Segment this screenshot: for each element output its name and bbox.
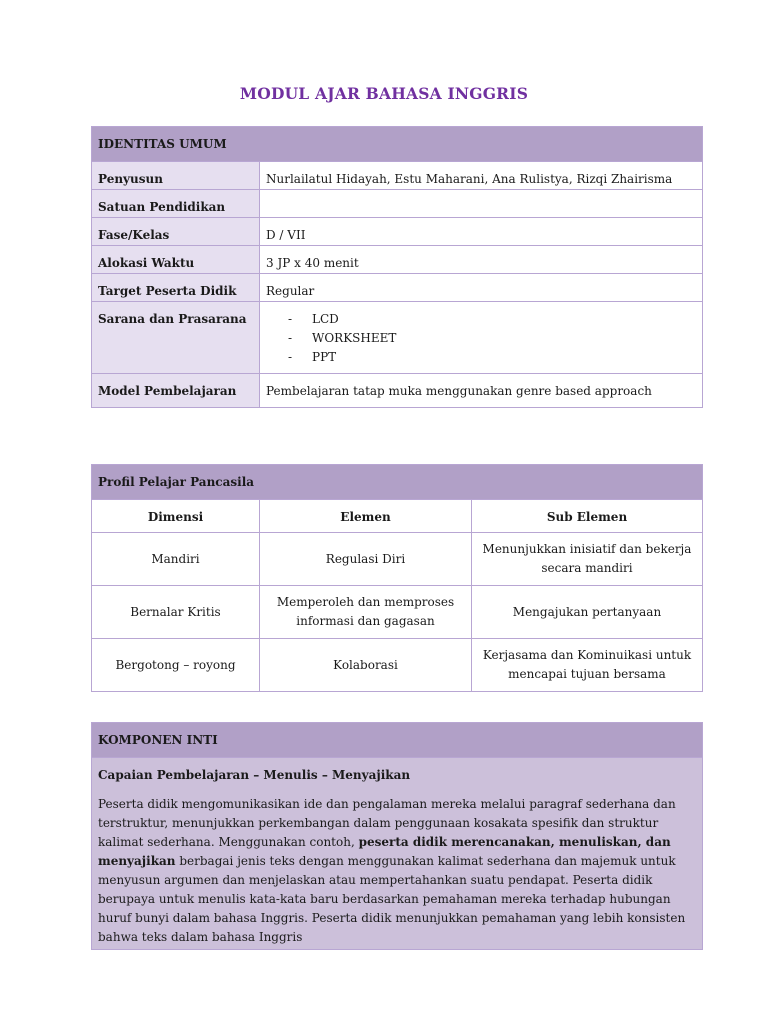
- column-header: Sub Elemen: [472, 500, 703, 533]
- identitas-header: IDENTITAS UMUM: [92, 127, 703, 162]
- row-value: 3 JP x 40 menit: [260, 246, 703, 274]
- row-label: Satuan Pendidikan: [92, 190, 260, 218]
- row-label: Penyusun: [92, 162, 260, 190]
- sarana-list: [266, 310, 696, 367]
- table-cell: Menunjukkan inisiatif dan bekerja secara mandiri: [472, 533, 703, 586]
- table-row: [92, 639, 703, 692]
- table-cell: Bernalar Kritis: [92, 586, 260, 639]
- row-value: Nurlailatul Hidayah, Estu Maharani, Ana Rulistya, Rizqi Zhairisma: [260, 162, 703, 190]
- row-value: D / VII: [260, 218, 703, 246]
- paragraph-text: berbagai jenis teks dengan menggunakan kalimat sederhana dan majemuk untuk menyusun argumen dan menjelaskan atau mempertahankan suatu pendapat. Peserta didik berupaya untuk menulis kata-kata baru berdasarkan pemahaman mereka terhadap hubungan huruf bunyi dalam bahasa Inggris. Peserta didik menunjukkan pemahaman yang lebih konsisten bahwa teks dalam bahasa Inggris: [98, 854, 686, 944]
- document-title: MODUL AJAR BAHASA INGGRIS: [239, 84, 529, 103]
- list-item: - WORKSHEET: [288, 329, 696, 348]
- paragraph-text: Peserta didik mengomunikasikan ide dan pengalaman mereka melalui paragraf sederhana dan terstruktur, menunjukkan perkembangan dalam penggunaan kosakata spesifik dan struktur kalimat sederhana. Menggunakan contoh,: [98, 797, 676, 849]
- paragraph-bold-text: peserta didik merencanakan, menuliskan, dan menyajikan: [98, 835, 671, 868]
- row-label: Model Pembelajaran: [92, 374, 260, 408]
- table-row: [92, 162, 703, 190]
- table-cell: Mandiri: [92, 533, 260, 586]
- capaian-subheader: Capaian Pembelajaran – Menulis – Menyajikan: [92, 758, 703, 790]
- table-row: [92, 302, 703, 374]
- row-label: Target Peserta Didik: [92, 274, 260, 302]
- table-row: [92, 586, 703, 639]
- identitas-umum-table: [91, 126, 703, 408]
- column-header: Elemen: [260, 500, 472, 533]
- capaian-paragraph: [98, 795, 696, 947]
- capaian-paragraph-cell: [92, 789, 703, 950]
- komponen-inti-table: [91, 722, 703, 950]
- row-label: Alokasi Waktu: [92, 246, 260, 274]
- list-item: - LCD: [288, 310, 696, 329]
- table-cell: Kolaborasi: [260, 639, 472, 692]
- column-header-row: [92, 500, 703, 533]
- table-row: [92, 274, 703, 302]
- sarana-list-cell: [260, 302, 703, 374]
- table-cell: Bergotong – royong: [92, 639, 260, 692]
- table-cell: Kerjasama dan Kominuikasi untuk mencapai tujuan bersama: [472, 639, 703, 692]
- column-header: Dimensi: [92, 500, 260, 533]
- komponen-header: KOMPONEN INTI: [92, 723, 703, 758]
- profil-header: Profil Pelajar Pancasila: [92, 465, 703, 500]
- table-cell: Regulasi Diri: [260, 533, 472, 586]
- row-value: Pembelajaran tatap muka menggunakan genre based approach: [260, 374, 703, 408]
- table-row: [92, 218, 703, 246]
- table-cell: Memperoleh dan memproses informasi dan gagasan: [260, 586, 472, 639]
- table-row: [92, 190, 703, 218]
- row-label: Sarana dan Prasarana: [92, 302, 260, 374]
- table-row: [92, 533, 703, 586]
- row-value: Regular: [260, 274, 703, 302]
- row-label: Fase/Kelas: [92, 218, 260, 246]
- list-item: - PPT: [288, 348, 696, 367]
- table-cell: Mengajukan pertanyaan: [472, 586, 703, 639]
- table-row: [92, 374, 703, 408]
- row-value: [260, 190, 703, 218]
- table-row: [92, 246, 703, 274]
- profil-pelajar-table: [91, 464, 703, 692]
